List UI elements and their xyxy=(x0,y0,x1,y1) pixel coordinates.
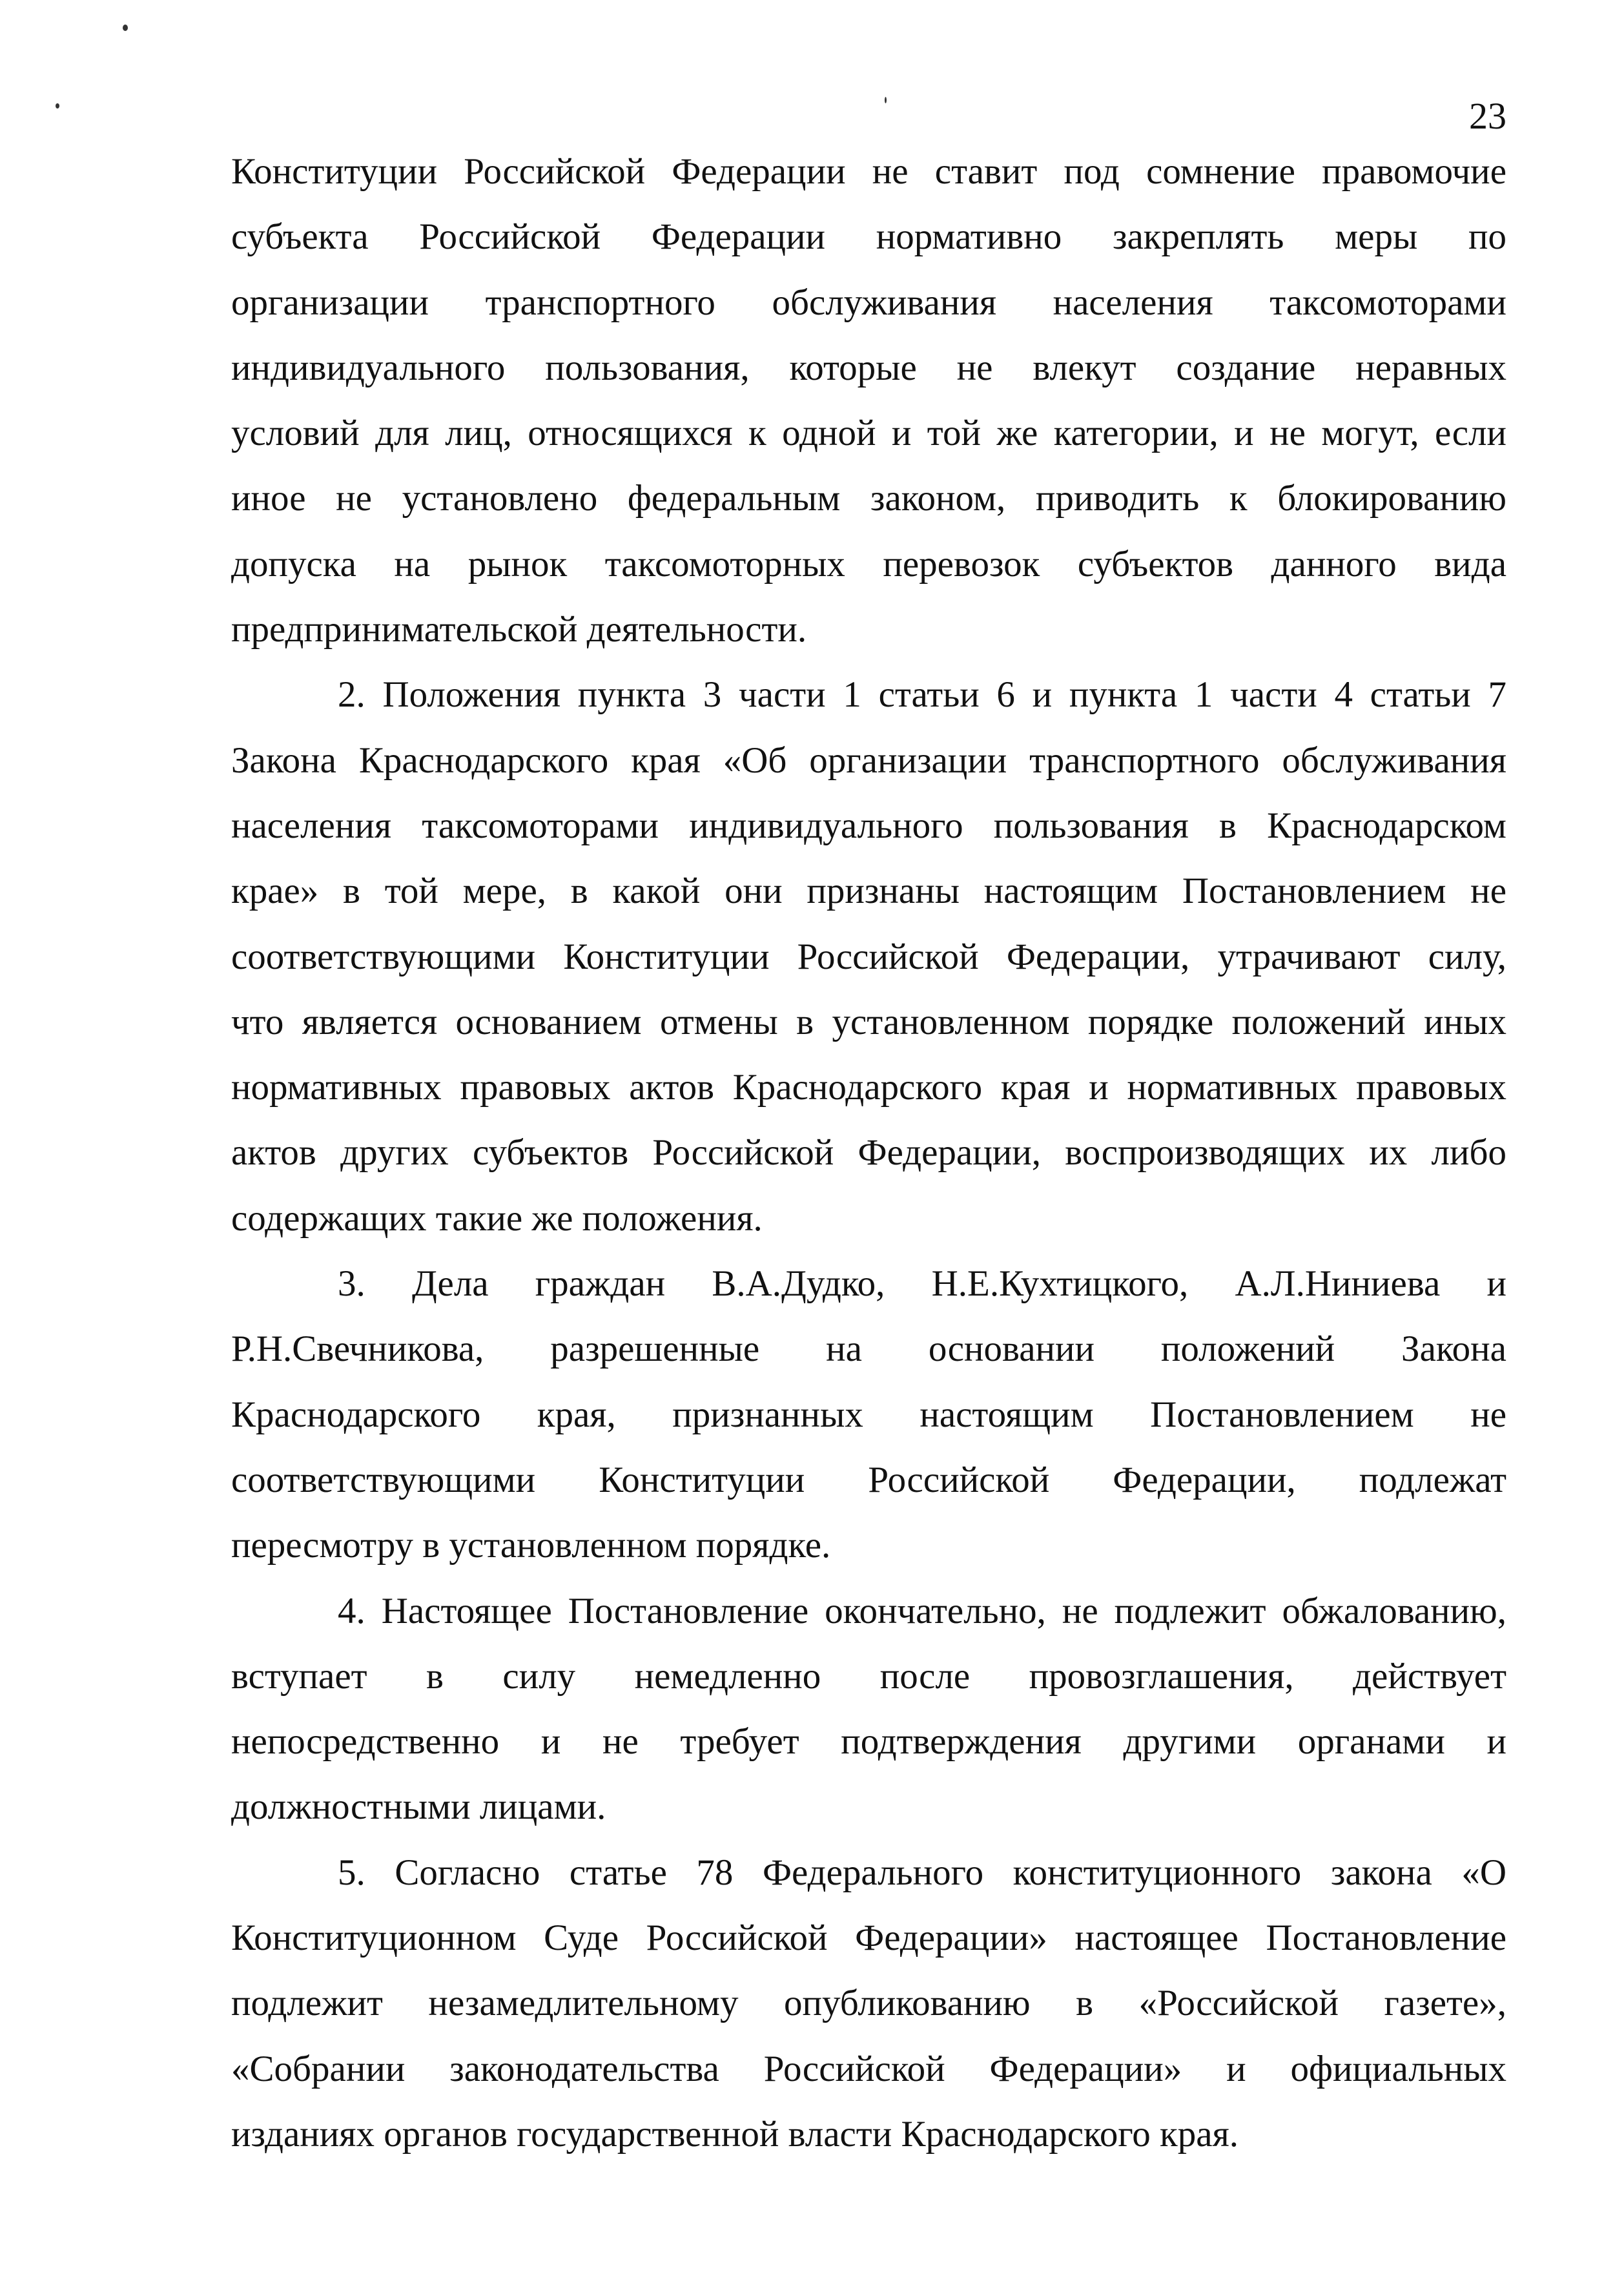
text-line: вступает в силу немедленно после провозглашения, действует xyxy=(231,1655,1506,1697)
text-line: Краснодарского края, признанных настоящим Постановлением не xyxy=(231,1394,1506,1435)
text-line: Конституционном Суде Российской Федерации» настоящее Постановление xyxy=(231,1917,1506,1959)
text-line: нормативных правовых актов Краснодарского края и нормативных правовых xyxy=(231,1067,1506,1108)
text-line: «Собрании законодательства Российской Федерации» и официальных xyxy=(231,2048,1506,2089)
text-line: соответствующими Конституции Российской Федерации, подлежат xyxy=(231,1459,1506,1500)
scan-speck xyxy=(123,25,128,31)
text-line: иное не установлено федеральным законом, приводить к блокированию xyxy=(231,478,1506,519)
text-line: предпринимательской деятельности. xyxy=(231,609,807,650)
text-line: подлежит незамедлительному опубликованию в «Российской газете», xyxy=(231,1983,1506,2024)
text-line: должностными лицами. xyxy=(231,1786,606,1828)
text-line: субъекта Российской Федерации нормативно закреплять меры по xyxy=(231,216,1506,258)
text-line: 2. Положения пункта 3 части 1 статьи 6 и пункта 1 части 4 статьи 7 xyxy=(338,674,1506,716)
text-line: содержащих такие же положения. xyxy=(231,1197,763,1239)
scan-speck xyxy=(885,97,887,103)
text-line: организации транспортного обслуживания населения таксомоторами xyxy=(231,282,1506,323)
scan-speck xyxy=(56,103,59,109)
text-line: изданиях органов государственной власти Краснодарского края. xyxy=(231,2113,1239,2155)
text-line: Закона Краснодарского края «Об организации транспортного обслуживания xyxy=(231,739,1506,781)
paragraph xyxy=(231,139,1506,662)
text-line: 4. Настоящее Постановление окончательно, не подлежит обжалованию, xyxy=(338,1590,1506,1631)
paragraph xyxy=(231,1251,1506,1578)
text-line: актов других субъектов Российской Федерации, воспроизводящих их либо xyxy=(231,1132,1506,1173)
text-line: что является основанием отмены в установленном порядке положений иных xyxy=(231,1001,1506,1042)
paragraph xyxy=(231,1840,1506,2167)
text-line: пересмотру в установленном порядке. xyxy=(231,1525,831,1566)
page-number: 23 xyxy=(1469,95,1506,137)
text-line: индивидуального пользования, которые не влекут создание неравных xyxy=(231,347,1506,388)
text-line: 3. Дела граждан В.А.Дудко, Н.Е.Кухтицкого, А.Л.Ниниева и xyxy=(338,1263,1506,1305)
text-line: допуска на рынок таксомоторных перевозок субъектов данного вида xyxy=(231,543,1506,584)
text-line: непосредственно и не требует подтверждения другими органами и xyxy=(231,1721,1506,1762)
text-line: Р.Н.Свечникова, разрешенные на основании положений Закона xyxy=(231,1328,1506,1370)
paragraph xyxy=(231,662,1506,1251)
document-body xyxy=(231,139,1506,2167)
text-line: условий для лиц, относящихся к одной и той же категории, и не могут, если xyxy=(231,413,1506,454)
text-line: соответствующими Конституции Российской Федерации, утрачивают силу, xyxy=(231,936,1506,977)
paragraph xyxy=(231,1578,1506,1840)
text-line: населения таксомоторами индивидуального пользования в Краснодарском xyxy=(231,805,1506,846)
text-line: 5. Согласно статье 78 Федерального конституционного закона «О xyxy=(338,1852,1506,1893)
text-line: Конституции Российской Федерации не ставит под сомнение правомочие xyxy=(231,151,1506,192)
text-line: крае» в той мере, в какой они признаны настоящим Постановлением не xyxy=(231,871,1506,912)
